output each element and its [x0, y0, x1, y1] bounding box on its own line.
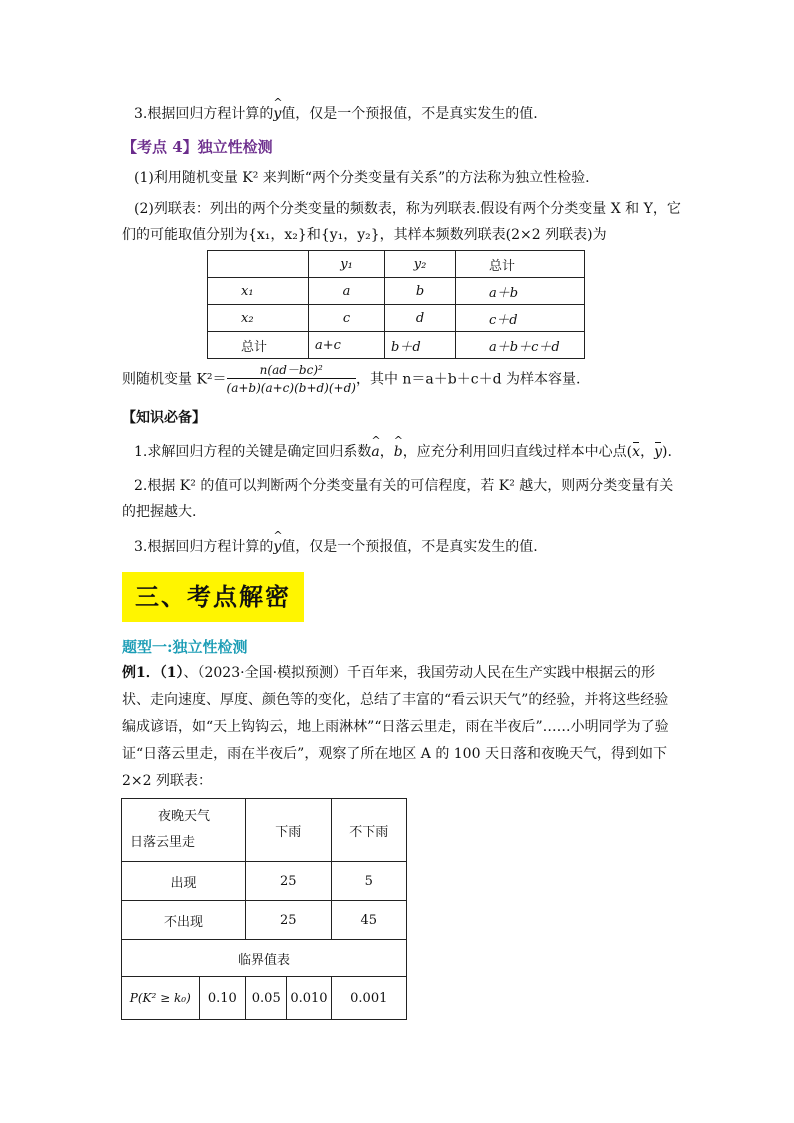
probability-label: P(K² ≥ k₀) [122, 977, 200, 1020]
table-cell: b [385, 278, 456, 305]
knowledge-item-3 [134, 537, 538, 557]
table-cell: a+c [309, 332, 385, 359]
table-cell: 45 [331, 901, 407, 940]
section-banner: 三、考点解密 [122, 572, 304, 622]
note-top [134, 104, 538, 124]
table-cell: y₁ [309, 251, 385, 278]
paragraph-2-line2: 们的可能取值分别为{x₁，x₂}和{y₁，y₂}，其样本频数列联表(2×2 列联表)为 [122, 227, 607, 243]
knowledge-item-3-prefix: 3.根据回归方程计算的 [134, 539, 274, 555]
corner-bottom-label: 日落云里走 [130, 835, 196, 850]
table-cell: a＋b＋c＋d [456, 332, 585, 359]
question-type-heading: 题型一:独立性检测 [122, 638, 248, 656]
knowledge-item-1-prefix: 1.求解回归方程的关键是确定回归系数 [134, 444, 372, 460]
paragraph-2-line1: (2)列联表：列出的两个分类变量的频数表，称为列联表.假设有两个分类变量 X 和 Y，它 [134, 201, 681, 217]
row-label: 不出现 [122, 901, 246, 940]
table-cell: a＋b [456, 278, 585, 305]
table-cell: 0.001 [331, 977, 407, 1020]
table-cell: d [385, 305, 456, 332]
separator: ， [379, 444, 394, 460]
a-hat-symbol: ^ a [371, 442, 379, 462]
knowledge-item-1 [134, 442, 672, 462]
table-cell: 总计 [456, 251, 585, 278]
contingency-table [207, 250, 585, 359]
separator: ， [640, 444, 655, 460]
table-cell: b＋d [385, 332, 456, 359]
knowledge-item-1-mid: ，应充分利用回归直线过样本中心点( [402, 444, 633, 460]
table-row [122, 901, 407, 940]
knowledge-item-2-line1: 2.根据 K² 的值可以判断两个分类变量有关的可信程度，若 K² 越大，则两分类变量有关 [134, 478, 674, 494]
y-hat-symbol: ^ y [273, 104, 281, 124]
x-bar-symbol: x [632, 444, 641, 460]
example-line-2: 状、走向速度、厚度、颜色等的变化，总结了丰富的“看云识天气”的经验，并将这些经验 [122, 692, 669, 708]
table-cell: c＋d [456, 305, 585, 332]
formula-denominator: (a+b)(a+c)(b+d)(+d) [226, 381, 356, 395]
col-header-no-rain: 不下雨 [331, 799, 407, 862]
corner-top-label: 夜晚天气 [158, 809, 211, 824]
formula-fraction [227, 362, 356, 397]
note-top-prefix: 3.根据回归方程计算的 [134, 106, 274, 122]
table-row [122, 799, 407, 862]
example-line-1-text: 、（2023·全国·模拟预测）千百年来，我国劳动人民在生产实践中根据云的形 [183, 665, 656, 681]
table-cell: 5 [331, 862, 407, 901]
table-cell: y₂ [385, 251, 456, 278]
table-cell: x₁ [208, 278, 309, 305]
table-row [208, 305, 585, 332]
k2-formula [122, 362, 580, 397]
table-corner-cell [122, 799, 246, 862]
knowledge-heading: 【知识必备】 [122, 410, 206, 426]
table-cell: 0.10 [199, 977, 246, 1020]
knowledge-item-2-line2: 的把握越大. [122, 504, 197, 520]
formula-suffix: ，其中 n＝a＋b＋c＋d 为样本容量. [355, 371, 581, 388]
example-line-1 [122, 663, 655, 683]
b-hat-symbol: ^ b [394, 442, 403, 462]
example-table [121, 798, 407, 1020]
table-cell: 25 [246, 862, 331, 901]
example-line-5: 2×2 列联表： [122, 773, 212, 789]
knowledge-item-3-suffix: 值，仅是一个预报值，不是真实发生的值. [281, 539, 538, 555]
example-label: 例1．（1） [122, 665, 184, 681]
table-cell: a [309, 278, 385, 305]
table-cell: 0.05 [246, 977, 287, 1020]
y-bar-symbol: y [654, 444, 662, 460]
table-cell [208, 251, 309, 278]
critical-value-title: 临界值表 [122, 940, 407, 977]
example-line-3: 编成谚语，如“天上钩钩云，地上雨淋林”“日落云里走，雨在半夜后”……小明同学为了验 [122, 719, 669, 735]
section4-heading: 【考点 4】独立性检测 [122, 138, 273, 156]
col-header-rain: 下雨 [246, 799, 331, 862]
table-row [122, 862, 407, 901]
paragraph-1: (1)利用随机变量 K² 来判断“两个分类变量有关系”的方法称为独立性检验. [134, 170, 590, 186]
table-cell: c [309, 305, 385, 332]
table-cell: 总计 [208, 332, 309, 359]
knowledge-item-1-end: ). [661, 444, 672, 460]
example-line-4: 证“日落云里走，雨在半夜后”，观察了所在地区 A 的 100 天日落和夜晚天气，得到如下 [122, 746, 667, 762]
y-hat-symbol: ^ y [273, 537, 281, 557]
formula-numerator: n(ad－bc)² [227, 362, 356, 379]
table-row [208, 332, 585, 359]
table-row [122, 940, 407, 977]
table-row [208, 251, 585, 278]
formula-prefix: 则随机变量 K²＝ [122, 371, 227, 388]
row-label: 出现 [122, 862, 246, 901]
table-cell: 25 [246, 901, 331, 940]
table-row [122, 977, 407, 1020]
table-cell: x₂ [208, 305, 309, 332]
note-top-suffix: 值，仅是一个预报值，不是真实发生的值. [281, 106, 538, 122]
table-cell: 0.010 [287, 977, 331, 1020]
table-row [208, 278, 585, 305]
